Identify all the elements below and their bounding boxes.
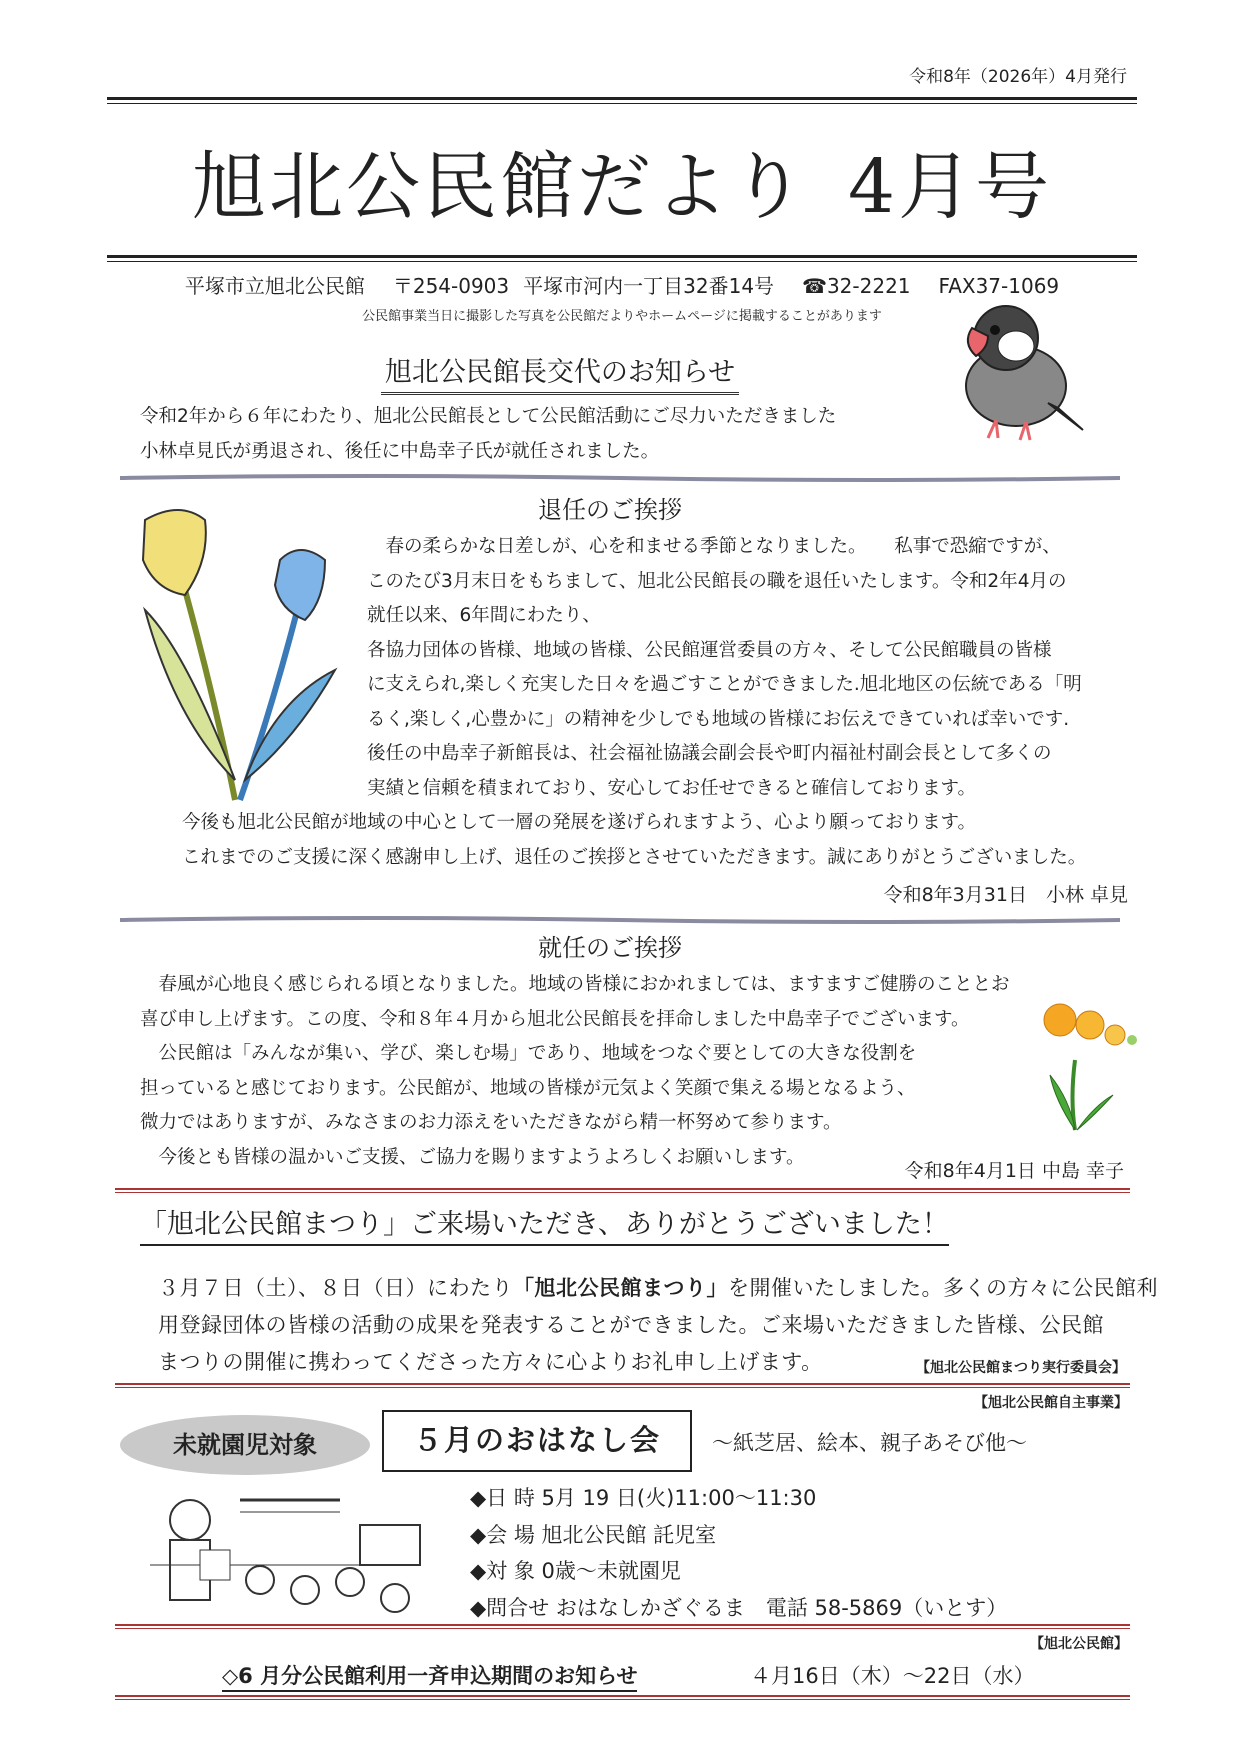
application-title: ◇6 月分公民館利用一斉申込期間のお知らせ [222, 1660, 637, 1692]
retire-line: るく,楽しく,心豊かに」の精神を少しでも地域の皆様にお伝えできていれば幸いです. [367, 708, 1070, 730]
phone: ☎32-2221 [802, 274, 911, 298]
retire-line: このたび3月末日をもちまして、旭北公民館長の職を退任いたします。令和2年4月の [367, 570, 1067, 592]
issue-date: 令和8年（2026年）4月発行 [909, 67, 1127, 87]
story-detail: ◆問合せ おはなしかざぐるま 電話 58-5869（いとす） [470, 1595, 1008, 1620]
change-line: 小林卓見氏が勇退され、後任に中島幸子氏が就任されました。 [140, 440, 660, 462]
retire-line: 就任以来、6年間にわたり、 [367, 605, 601, 626]
storytime-illustration [150, 1490, 440, 1630]
section-divider [120, 474, 1120, 482]
story-detail: ◆会 場 旭北公民館 託児室 [470, 1522, 717, 1547]
inaug-line: 今後とも皆様の温かいご支援、ご協力を賜りますようよろしくお願いします。 [140, 1146, 805, 1168]
retire-line: 後任の中島幸子新館長は、社会福祉協議会副会長や町内福祉村副会長として多くの [367, 743, 1052, 764]
change-body [140, 400, 836, 469]
retire-line: これまでのご支援に深く感謝申し上げ、退任のご挨拶とさせていただきます。誠にありがとうございました。 [182, 846, 1087, 868]
fax: FAX37-1069 [938, 274, 1060, 298]
target-badge: 未就園児対象 [120, 1415, 370, 1475]
inaug-heading: 就任のご挨拶 [538, 934, 682, 962]
org-name: 平塚市立旭北公民館 [184, 274, 365, 298]
festival-line: ３月７日（土）、８日（日）にわたり「旭北公民館まつり」を開催いたしました。多くの方々に公民館利 [158, 1276, 1158, 1300]
application-tag: 【旭北公民館】 [1030, 1636, 1128, 1652]
retire-line: 実績と信頼を積まれており、安心してお任せできると確信しております。 [367, 777, 977, 799]
section-rule [115, 1383, 1130, 1388]
retire-heading: 退任のご挨拶 [538, 496, 682, 524]
change-line: 令和2年から６年にわたり、旭北公民館長として公民館活動にご尽力いただきました [140, 406, 837, 427]
story-subtitle: ～紙芝居、絵本、親子あそび他～ [712, 1431, 1027, 1455]
photo-notice: 公民館事業当日に撮影した写真を公民館だよりやホームページに掲載することがあります [362, 309, 882, 324]
retire-closing [182, 806, 1086, 875]
application-dates: ４月16日（木）～22日（水） [750, 1664, 1035, 1688]
inaug-line: 担っていると感じております。公民館が、地域の皆様が元気よく笑顔で集える場となるよう、 [140, 1077, 916, 1099]
festival-line: まつりの開催に携わってくださった方々に心よりお礼申し上げます。 [158, 1350, 823, 1374]
tulip-illustration [125, 500, 345, 810]
story-tag: 【旭北公民館自主事業】 [974, 1395, 1128, 1411]
section-divider [120, 916, 1120, 924]
inaug-signature: 令和8年4月1日 中島 幸子 [904, 1160, 1124, 1182]
section-rule [115, 1624, 1130, 1629]
festival-heading: 「旭北公民館まつり」ご来場いただき、ありがとうございました！ [140, 1202, 949, 1246]
festival-committee: 【旭北公民館まつり実行委員会】 [916, 1360, 1126, 1376]
postal-code: 〒254-0903 [392, 274, 510, 298]
inaug-line: 喜び申し上げます。この度、令和８年４月から旭北公民館長を拝命しました中島幸子でございます。 [140, 1008, 970, 1030]
contact-info [107, 270, 1137, 299]
story-title: ５月のおはなし会 [382, 1410, 692, 1472]
story-details [470, 1480, 1007, 1626]
story-detail: ◆対 象 0歳～未就園児 [470, 1559, 681, 1583]
inaug-body [140, 968, 1010, 1175]
change-heading-wrap [107, 350, 1137, 389]
flower-illustration [1035, 1000, 1145, 1135]
header-rule-top [107, 97, 1137, 104]
header-rule-bottom [107, 255, 1137, 262]
section-rule [115, 1695, 1130, 1700]
change-heading: 旭北公民館長交代のお知らせ [381, 357, 739, 395]
inaug-line: 微力ではありますが、みなさまのお力添えをいただきながら精一杯努めて参ります。 [140, 1112, 842, 1133]
inaug-line: 公民館は「みんなが集い、学び、楽しむ場」であり、地域をつなぐ要としての大きな役割を [140, 1043, 917, 1064]
retire-line: 今後も旭北公民館が地域の中心として一層の発展を遂げられますよう、心より願っております。 [182, 812, 977, 833]
retire-line: 春の柔らかな日差しが、心を和ませる季節となりました。 私事で恐縮ですが、 [367, 536, 1061, 557]
inaug-line: 春風が心地良く感じられる頃となりました。地域の皆様におかれましては、ますますご健勝のこととお [140, 974, 1010, 995]
section-rule [115, 1188, 1130, 1193]
address: 平塚市河内一丁目32番14号 [523, 274, 775, 298]
retire-line: 各協力団体の皆様、地域の皆様、公民館運営委員の方々、そして公民館職員の皆様 [367, 639, 1052, 661]
retire-body [367, 530, 1082, 806]
newsletter-title: 旭北公民館だより 4月号 [191, 144, 1053, 230]
retire-line: に支えられ,楽しく充実した日々を過ごすことができました.旭北地区の伝統である「明 [367, 674, 1082, 695]
story-detail: ◆日 時 5月 19 日(火)11:00～11:30 [470, 1486, 817, 1510]
festival-line: 用登録団体の皆様の活動の成果を発表することができました。ご来場いただきました皆様、公民館 [158, 1313, 1104, 1337]
retire-signature: 令和8年3月31日 小林 卓見 [883, 884, 1128, 906]
